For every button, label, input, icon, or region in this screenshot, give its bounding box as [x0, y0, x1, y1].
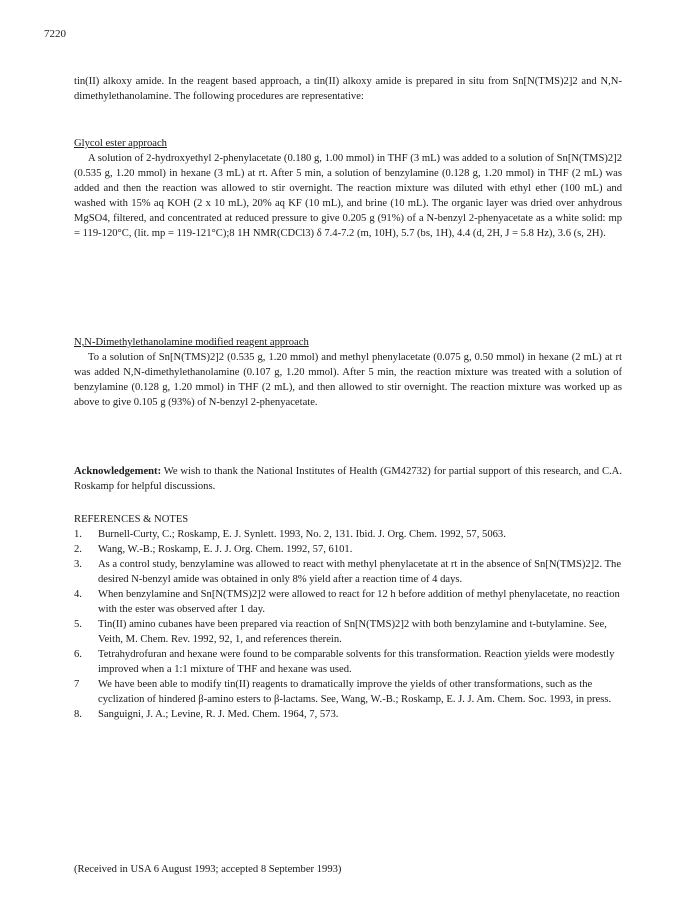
glycol-ester-section [74, 136, 622, 241]
reference-text: Sanguigni, J. A.; Levine, R. J. Med. Chem. 1964, 7, 573. [98, 709, 339, 720]
reference-number: 8. [74, 709, 82, 720]
glycol-ester-procedure: A solution of 2-hydroxyethyl 2-phenylacetate (0.180 g, 1.00 mmol) in THF (3 mL) was added to a solution of Sn[N(TMS)2]2 (0.535 g, 1.20 mmol) in hexane (3 mL) at rt. After 5 min, a solution of benzylamine (0.128 g, 1.20 mmol) in THF (2 mL) was added and then the reaction was allowed to stir overnight. The reaction mixture was diluted with ethyl ether (100 mL) and washed with 15% aq KOH (2 x 10 mL), 20% aq KF (10 mL), and brine (10 mL). The organic layer was dried over anhydrous MgSO4, filtered, and concentrated at reduced pressure to give 0.205 g (91%) of a N-benzyl 2-phenyacetate as a white solid: mp = 119-120°C, (lit. mp = 119-121°C);8 1H NMR(CDCl3) δ 7.4-7.2 (m, 10H), 5.7 (bs, 1H), 4.4 (d, 2H, J = 5.8 Hz), 3.6 (s, 2H). [74, 153, 622, 239]
reference-item [74, 707, 622, 722]
reference-item [74, 677, 622, 707]
reference-number: 4. [74, 589, 82, 600]
reference-text: Burnell-Curty, C.; Roskamp, E. J. Synlett. 1993, No. 2, 131. Ibid. J. Org. Chem. 1992, 57, 5063. [98, 529, 506, 540]
reference-number: 3. [74, 559, 82, 570]
reference-number: 5. [74, 619, 82, 630]
reference-text: We have been able to modify tin(II) reagents to dramatically improve the yields of other transformations, such as the cyclization of hindered β-amino esters to β-lactams. See, Wang, W.-B.; Roskamp, E. J. J. Am. Chem. Soc. 1993, in press. [98, 679, 612, 705]
acknowledgement-block [74, 464, 622, 494]
references-heading: REFERENCES & NOTES [74, 514, 189, 525]
references-block [74, 512, 622, 722]
reference-number: 1. [74, 529, 82, 540]
reference-item [74, 542, 622, 557]
reference-item [74, 527, 622, 542]
acknowledgement-paragraph [74, 464, 622, 494]
reference-number: 2. [74, 544, 82, 555]
reference-text: As a control study, benzylamine was allowed to react with methyl phenylacetate at rt in the absence of Sn[N(TMS)2]2. The desired N-benzyl amide was obtained in only 8% yield after a reaction time of 4 days. [98, 559, 622, 585]
reference-number: 6. [74, 649, 82, 660]
reference-item [74, 617, 622, 647]
reference-item [74, 647, 622, 677]
modified-reagent-procedure: To a solution of Sn[N(TMS)2]2 (0.535 g, 1.20 mmol) and methyl phenylacetate (0.075 g, 0.50 mmol) in hexane (2 mL) at rt was added N,N-dimethylethanolamine (0.107 g, 1.20 mmol). After 5 min, the reaction mixture was treated with a solution of benzylamine (0.128 g, 1.20 mmol) in THF (2 mL), and then allowed to stir overnight. The reaction mixture was worked up as above to give 0.105 g (93%) of N-benzyl 2-phenyacetate. [74, 352, 622, 408]
section-heading-glycol-ester: Glycol ester approach [74, 138, 167, 149]
acknowledgement-text: We wish to thank the National Institutes of Health (GM42732) for partial support of this research, and C.A. Roskamp for helpful discussions. [74, 466, 622, 492]
modified-reagent-section [74, 335, 622, 410]
references-list [74, 527, 622, 722]
intro-paragraph: tin(II) alkoxy amide. In the reagent based approach, a tin(II) alkoxy amide is prepared in situ from Sn[N(TMS)2]2 and N,N-dimethylethanolamine. The following procedures are representative: [74, 76, 622, 102]
reference-item [74, 587, 622, 617]
page-number: 7220 [44, 28, 66, 40]
reference-text: Tin(II) amino cubanes have been prepared via reaction of Sn[N(TMS)2]2 with both benzylamine and t-butylamine. See, Veith, M. Chem. Rev. 1992, 92, 1, and references therein. [98, 619, 607, 645]
intro-block [74, 74, 622, 104]
reference-text: When benzylamine and Sn[N(TMS)2]2 were allowed to react for 12 h before addition of methyl phenylacetate, no reaction with the ester was observed after 1 day. [98, 589, 620, 615]
received-dates: (Received in USA 6 August 1993; accepted 8 September 1993) [74, 864, 342, 875]
reference-number: 7 [74, 679, 80, 690]
reference-text: Tetrahydrofuran and hexane were found to be comparable solvents for this transformation. Reaction yields were modestly improved when a 1:1 mixture of THF and hexane was used. [98, 649, 615, 675]
acknowledgement-label: Acknowledgement: [74, 466, 162, 477]
reference-text: Wang, W.-B.; Roskamp, E. J. J. Org. Chem. 1992, 57, 6101. [98, 544, 353, 555]
section-heading-modified-reagent: N,N-Dimethylethanolamine modified reagent approach [74, 337, 309, 348]
reference-item [74, 557, 622, 587]
